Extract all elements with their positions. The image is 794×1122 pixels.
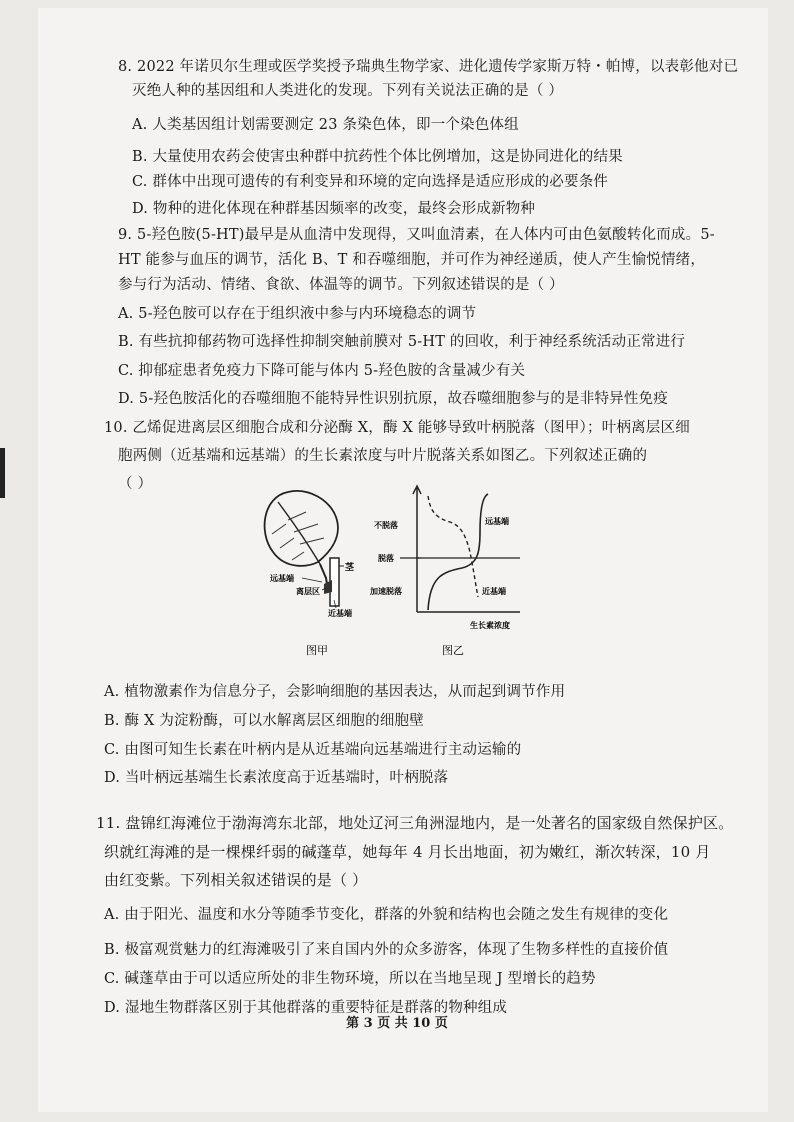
q8-option-d: D. 物种的进化体现在种群基因频率的改变，最终会形成新物种 xyxy=(132,201,536,217)
label-stem: 茎 xyxy=(345,563,355,573)
curve-far-end xyxy=(428,494,488,610)
abscission-layer xyxy=(324,580,332,594)
q10-stem-line-1: 10. 乙烯促进离层区细胞合成和分泌酶 X，酶 X 能够导致叶柄脱落（图甲）；叶柄离层区细 xyxy=(104,420,690,436)
q9-stem-line-1: 9. 5-羟色胺(5-HT)最早是从血清中发现得，又叫血清素，在人体内可由色氨酸转化而成。5- xyxy=(118,227,715,243)
q9-option-c: C. 抑郁症患者免疫力下降可能与体内 5-羟色胺的含量减少有关 xyxy=(118,363,526,379)
label-far-end: 远基端 xyxy=(270,574,294,583)
leaf-veins xyxy=(272,512,324,560)
q8-stem-line-2: 灭绝人种的基因组和人类进化的发现。下列有关说法正确的是（ ） xyxy=(132,83,564,99)
q10-stem-line-2: 胞两侧（近基端和远基端）的生长素浓度与叶片脱落关系如图乙。下列叙述正确的 xyxy=(118,448,648,464)
y-label-drop: 脱落 xyxy=(378,554,394,563)
y-label-no-drop: 不脱落 xyxy=(374,521,398,530)
q9-option-d: D. 5-羟色胺活化的吞噬细胞不能特异性识别抗原，故吞噬细胞参与的是非特异性免疫 xyxy=(118,391,668,407)
q11-stem-line-1: 11. 盘锦红海滩位于渤海湾东北部，地处辽河三角洲湿地内，是一处著名的国家级自然保护区。 xyxy=(96,814,734,832)
q8-option-c: C. 群体中出现可遗传的有利变异和环境的定向选择是适应形成的必要条件 xyxy=(132,174,609,190)
figure-b-caption: 图乙 xyxy=(442,644,464,657)
curve-label-far-end: 远基端 xyxy=(485,517,509,526)
page-footer: 第 3 页 共 10 页 xyxy=(346,1016,448,1031)
q9-stem-line-3: 参与行为活动、情绪、食欲、体温等的调节。下列叙述错误的是（ ） xyxy=(118,277,564,293)
y-label-speed-drop: 加速脱落 xyxy=(370,587,402,596)
q8-stem-line-1: 8. 2022 年诺贝尔生理或医学奖授予瑞典生物学家、进化遗传学家斯万特・帕博，以表彰他对已 xyxy=(118,59,739,75)
q10-option-d: D. 当叶柄远基端生长素浓度高于近基端时，叶柄脱落 xyxy=(104,770,449,786)
q10-option-b: B. 酶 X 为淀粉酶，可以水解离层区细胞的细胞壁 xyxy=(104,713,424,729)
q8-option-a: A. 人类基因组计划需要测定 23 条染色体，即一个染色体组 xyxy=(132,117,519,133)
leaf-outline xyxy=(265,491,338,566)
q9-option-b: B. 有些抗抑郁药物可选择性抑制突触前膜对 5-HT 的回收，利于神经系统活动正常进行 xyxy=(118,334,686,350)
q11-stem-line-3: 由红变紫。下列相关叙述错误的是（ ） xyxy=(104,871,368,889)
label-near-end: 近基端 xyxy=(328,609,352,618)
q11-stem-line-2: 织就红海滩的是一棵棵纤弱的碱蓬草，她每年 4 月长出地面，初为嫩红，渐次转深，10 月 xyxy=(104,843,711,861)
q11-option-a: A. 由于阳光、温度和水分等随季节变化，群落的外貌和结构也会随之发生有规律的变化 xyxy=(104,907,669,923)
q11-option-c: C. 碱蓬草由于可以适应所处的非生物环境，所以在当地呈现 J 型增长的趋势 xyxy=(104,971,596,987)
q9-stem-line-2: HT 能参与血压的调节，活化 B、T 和吞噬细胞，并可作为神经递质，使人产生愉悦情绪， xyxy=(118,252,706,268)
figure-b-auxin-graph xyxy=(370,482,540,658)
label-abscission-zone: 离层区 xyxy=(296,587,320,596)
q10-option-c: C. 由图可知生长素在叶柄内是从近基端向远基端进行主动运输的 xyxy=(104,742,522,758)
curve-label-near-end: 近基端 xyxy=(482,587,506,596)
q10-stem-line-3: （ ） xyxy=(118,476,153,492)
x-axis-label: 生长素浓度 xyxy=(470,621,510,630)
q11-option-b: B. 极富观赏魅力的红海滩吸引了来自国内外的众多游客，体现了生物多样性的直接价值 xyxy=(104,942,669,958)
figure-a-leaf-diagram xyxy=(258,482,378,658)
q10-option-a: A. 植物激素作为信息分子，会影响细胞的基因表达，从而起到调节作用 xyxy=(104,684,566,700)
leaf-midrib xyxy=(278,502,320,564)
scan-edge-mark xyxy=(0,448,5,498)
q11-option-d: D. 湿地生物群落区别于其他群落的重要特征是群落的物种组成 xyxy=(104,1000,508,1016)
q9-option-a: A. 5-羟色胺可以存在于组织液中参与内环境稳态的调节 xyxy=(118,306,477,322)
q8-option-b: B. 大量使用农药会使害虫种群中抗药性个体比例增加，这是协同进化的结果 xyxy=(132,149,623,165)
figure-a-caption: 图甲 xyxy=(306,644,328,657)
